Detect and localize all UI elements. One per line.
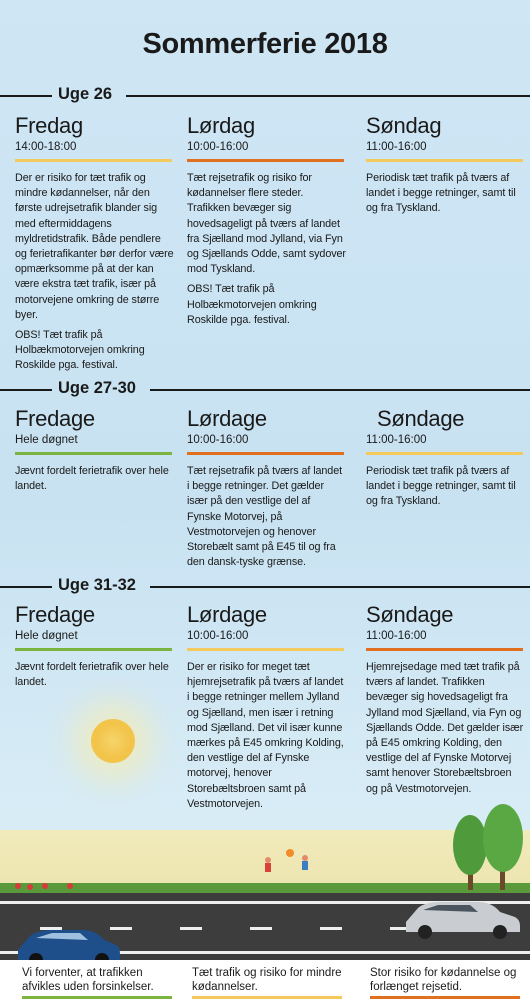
- day-time: 10:00-16:00: [187, 630, 249, 642]
- traffic-level-bar: [366, 452, 523, 455]
- week-label: Uge 27-30: [58, 379, 136, 397]
- day-description: [366, 464, 526, 510]
- day-title: Søndage: [377, 406, 465, 431]
- week-divider-right: [150, 389, 530, 391]
- silver-car-icon: [406, 902, 520, 939]
- description-paragraph: OBS! Tæt trafik på Holbækmotorvejen omkring Roskilde pga. festival.: [187, 283, 317, 326]
- week-divider-right: [126, 95, 530, 97]
- day-time: 11:00-16:00: [366, 434, 427, 446]
- day-time: 11:00-16:00: [366, 141, 427, 153]
- week-divider-right: [150, 586, 530, 588]
- page-title: Sommerferie 2018: [142, 28, 388, 60]
- day-time: 14:00-18:00: [15, 141, 77, 153]
- description-paragraph: Hjemrejsedage med tæt trafik på tværs af landet. Trafikken bevæger sig hovedsageligt fra Jylland mod Sjælland, via Fyn og Sjællands Odde. Det gælder især på E45 omkring Kolding, den vestlige del af Fynske Motorvej samt henover Storebæltsbroen og på Vestmotorvejen.: [366, 661, 524, 795]
- week-divider-left: [0, 95, 52, 97]
- legend-item-orange: [370, 966, 520, 999]
- day-title: Fredag: [15, 113, 83, 138]
- legend-text: Vi forventer, at trafikken afvikles uden forsinkelser.: [22, 967, 154, 993]
- day-description: [366, 171, 526, 217]
- week-divider-left: [0, 586, 52, 588]
- day-column-sondag: [366, 113, 526, 217]
- week-header-31-32: [0, 576, 530, 596]
- day-column-lordag: [187, 113, 347, 328]
- day-column-lordage-2: [187, 602, 347, 812]
- day-description: [15, 464, 175, 494]
- cars-illustration: [0, 890, 530, 965]
- day-time: 11:00-16:00: [366, 630, 427, 642]
- day-title: Lørdage: [187, 406, 267, 431]
- day-title: Lørdage: [187, 602, 267, 627]
- legend-item-yellow: [192, 966, 342, 999]
- day-column-sondage-2: [366, 602, 526, 797]
- day-title: Lørdag: [187, 113, 255, 138]
- traffic-level-bar: [15, 159, 172, 162]
- day-description: [187, 171, 347, 328]
- kids-playing-icon: [265, 849, 308, 872]
- scenery-illustration: [0, 800, 530, 900]
- traffic-level-bar: [366, 159, 523, 162]
- day-time: 10:00-16:00: [187, 141, 249, 153]
- traffic-level-bar: [187, 452, 344, 455]
- day-description: [15, 171, 175, 374]
- tree-icon: [453, 804, 523, 890]
- flowers-icon: [15, 883, 73, 890]
- legend-color-bar: [370, 996, 520, 999]
- day-column-sondage: [366, 406, 526, 510]
- sun-illustration: [91, 719, 135, 763]
- legend: [0, 960, 530, 1008]
- description-paragraph: Periodisk tæt trafik på tværs af landet i begge retninger, samt til og fra Tyskland.: [366, 465, 516, 508]
- day-description: [366, 660, 526, 797]
- traffic-level-bar: [187, 648, 344, 651]
- traffic-level-bar: [15, 648, 172, 651]
- traffic-level-bar: [187, 159, 344, 162]
- description-paragraph: Der er risiko for tæt trafik og mindre kødannelser, når den første udrejsetrafik blander sig med eftermiddagens myldretidstrafik. Både pendlere og ferietrafikanter bør derfor være opmærksomme på at der kan være ekstra tæt trafik, især på motorvejene omkring de større byer.: [15, 172, 174, 321]
- legend-text: Tæt trafik og risiko for mindre kødannelser.: [192, 967, 342, 993]
- day-description: [187, 464, 347, 570]
- description-paragraph: Der er risiko for meget tæt hjemrejsetrafik på tværs af landet i begge retninger mellem Jylland og Sjælland, men især i retning mod Sjælland. Det vil især kunne mærkes på E45 omkring Kolding, den vestlige del af Fynske motorvej, henover Storebæltsbroen samt på Vestmotorvejen.: [187, 661, 344, 810]
- week-header-26: [0, 85, 530, 105]
- day-title: Søndage: [366, 602, 454, 627]
- description-paragraph: Jævnt fordelt ferietrafik over hele landet.: [15, 465, 169, 493]
- day-description: [15, 660, 175, 690]
- legend-color-bar: [22, 996, 172, 999]
- legend-item-green: [22, 966, 172, 999]
- traffic-level-bar: [366, 648, 523, 651]
- description-paragraph: Periodisk tæt trafik på tværs af landet i begge retninger, samt til og fra Tyskland.: [366, 172, 516, 215]
- week-label: Uge 26: [58, 85, 113, 103]
- description-paragraph: Tæt rejsetrafik og risiko for kødannelser flere steder. Trafikken bevæger sig hovedsageligt på tværs af landet fra Sjælland mod Jylland, via Fyn og Sjællands Odde, samt sydover mod Tyskland.: [187, 172, 346, 276]
- day-description: [187, 660, 347, 812]
- day-title: Fredage: [15, 406, 95, 431]
- day-title: Fredage: [15, 602, 95, 627]
- day-column-fredage-2: [15, 602, 175, 690]
- legend-text: Stor risiko for kødannelse og forlænget rejsetid.: [370, 967, 517, 993]
- day-time: Hele døgnet: [15, 434, 78, 446]
- week-divider-left: [0, 389, 52, 391]
- day-time: Hele døgnet: [15, 630, 78, 642]
- week-label: Uge 31-32: [58, 576, 136, 594]
- day-title: Søndag: [366, 113, 442, 138]
- day-column-fredage: [15, 406, 175, 494]
- description-paragraph: OBS! Tæt trafik på Holbækmotorvejen omkring Roskilde pga. festival.: [15, 329, 145, 372]
- day-column-fredag: [15, 113, 175, 374]
- day-time: 10:00-16:00: [187, 434, 249, 446]
- description-paragraph: Jævnt fordelt ferietrafik over hele landet.: [15, 661, 169, 689]
- description-paragraph: Tæt rejsetrafik på tværs af landet i begge retninger. Det gælder især på den vestlige del af Fynske Motorvej, på Vestmotorvejen og henover Storebælt samt på E45 til og fra den dansk-tyske grænse.: [187, 465, 343, 569]
- traffic-level-bar: [15, 452, 172, 455]
- legend-color-bar: [192, 996, 342, 999]
- day-column-lordage: [187, 406, 347, 570]
- week-header-27-30: [0, 379, 530, 399]
